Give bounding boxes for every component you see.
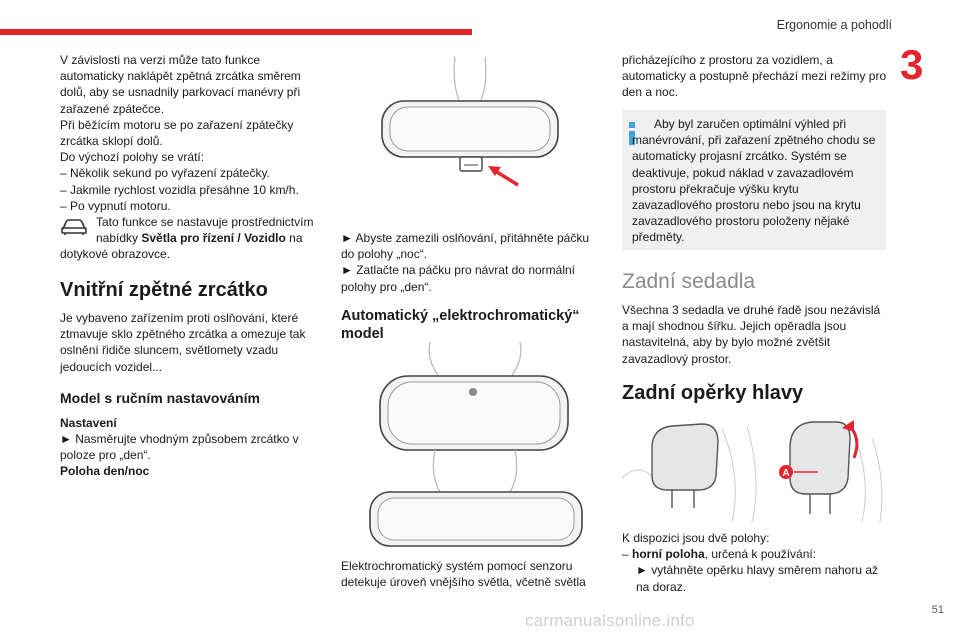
car-note-line-2: nabídky Světla pro řízení / Vozidlo na <box>96 231 303 246</box>
paragraph-inner-mirror: Je vybaveno zařízením proti oslňování, které ztmavuje sklo zpětného zrcátka a omezuje tak oslnění řidiče sluncem, světlomety vzadu jedoucích vozidel... <box>60 311 306 374</box>
car-note <box>60 214 320 262</box>
list-item: – Jakmile rychlost vozidla přesáhne 10 km/h. <box>60 182 299 197</box>
heading-manual-model: Model s ručním nastavováním <box>60 389 260 406</box>
paragraph-setting: ► Nasměrujte vhodným způsobem zrcátko v poloze pro „den“. <box>60 432 299 463</box>
column-3 <box>622 52 888 101</box>
paragraph-positions: K dispozici jsou dvě polohy: <box>622 531 770 545</box>
menu-path: Světla pro řízení / Vozidlo <box>141 231 286 246</box>
list-item: – Po vypnutí motoru. <box>60 198 171 213</box>
info-box <box>622 110 886 250</box>
list-item: – Několik sekund po vyřazení zpátečky. <box>60 166 270 181</box>
headrest-positions <box>622 530 888 595</box>
manual-mirror-illustration <box>360 55 580 195</box>
position-1: – horní poloha, určená k používání: <box>622 547 817 562</box>
heading-inner-mirror: Vnitřní zpětné zrcátko <box>60 279 268 302</box>
paragraph-reverse: Při běžícím motoru se po zařazení zpátečky zrcátka sklopí dolů. <box>60 117 294 149</box>
column-2 <box>341 230 596 343</box>
info-text: Aby byl zaručen optimální výhled při manévrování, při zařazení zpětného chodu se automaticky projasní zrcátko. Systém se deaktivuje, pokud náklad v zavazadlovém prostoru překračuje výšku krytu zavazadlového prostoru nebo jsou na krytu zavazadlového prostoru položeny nějaké předměty. <box>632 117 876 245</box>
watermark: carmanualsonline.info <box>525 611 695 630</box>
label-day-night: Poloha den/noc <box>60 464 150 479</box>
column-2-bottom <box>341 558 596 590</box>
car-settings-icon <box>60 216 88 236</box>
paragraph-tilt: V závislosti na verzi může tato funkce automaticky naklápět zpětná zrcátka směrem dolů, aby se usnadnily parkovací manévry při zařazené zpátečce. <box>60 53 301 116</box>
page-number: 51 <box>931 604 944 616</box>
heading-auto-model: Automatický „elektrochromatický“ model <box>341 307 580 342</box>
paragraph-electrochromatic: Elektrochromatický systém pomocí senzoru detekuje úroveň vnějšího světla, včetně světla <box>341 559 586 590</box>
paragraph-return: Do výchozí polohy se vrátí: <box>60 150 205 165</box>
paragraph-day: ► Zatlačte na páčku pro návrat do normální polohy pro „den“. <box>341 263 575 294</box>
rear-seats-section <box>622 270 888 405</box>
headrest-illustration <box>622 418 886 522</box>
position-1-step: ► vytáhněte opěrku hlavy směrem nahoru až na doraz. <box>636 563 878 594</box>
section-title: Ergonomie a pohodlí <box>776 18 892 32</box>
paragraph-rear-seats: Všechna 3 sedadla ve druhé řadě jsou nezávislá a mají shodnou šířku. Jejich opěradla jsou nastavitelná, aby by bylo možné zvětšit zavazadlový prostor. <box>622 303 881 366</box>
heading-rear-headrests: Zadní opěrky hlavy <box>622 381 804 404</box>
paragraph-night: ► Abyste zamezili oslňování, přitáhněte páčku do polohy „noc“. <box>341 231 590 262</box>
car-note-line-1: Tato funkce se nastavuje prostřednictvím <box>96 215 314 230</box>
electrochromatic-mirror-illustration <box>360 340 590 550</box>
car-note-line-3: dotykové obrazovce. <box>60 247 171 262</box>
header-red-bar <box>0 29 472 35</box>
label-setting: Nastavení <box>60 415 117 430</box>
label-a: A <box>782 468 790 479</box>
chapter-number: 3 <box>900 41 924 88</box>
column-1 <box>60 52 320 480</box>
paragraph-continued: přicházejícího z prostoru za vozidlem, a automaticky a postupně přechází mezi režimy pro den a noc. <box>622 53 887 100</box>
heading-rear-seats: Zadní sedadla <box>622 270 756 293</box>
